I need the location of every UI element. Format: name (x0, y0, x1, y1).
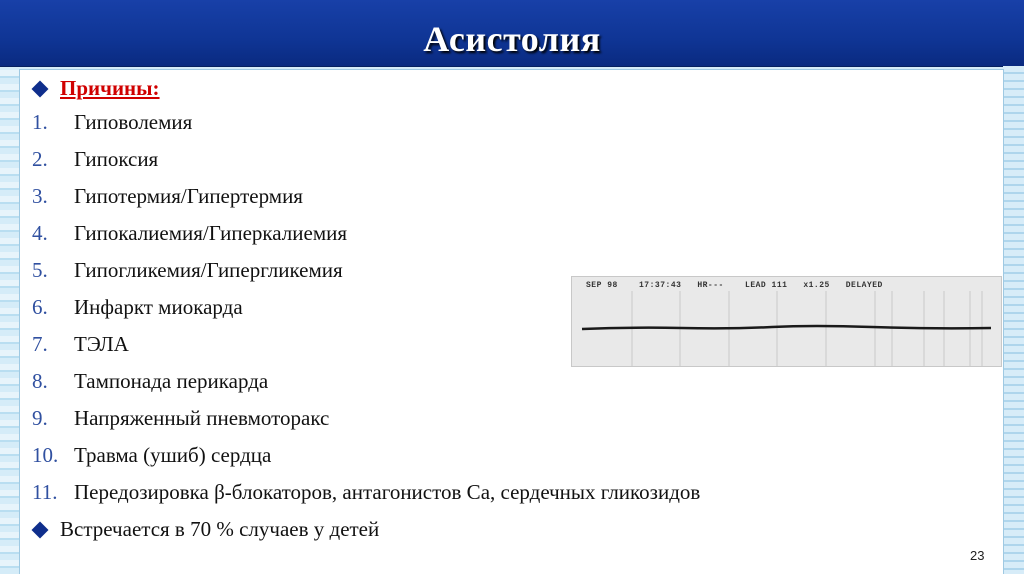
right-decor-bar (1003, 66, 1024, 574)
list-item: 1. Гиповолемия (32, 110, 193, 134)
list-item: 3. Гипотермия/Гипертермия (32, 184, 303, 208)
list-item: 4. Гипокалиемия/Гиперкалиемия (32, 221, 348, 245)
diamond-bullet-icon (32, 521, 49, 538)
title-bar (0, 0, 1024, 67)
list-item: 5. Гипогликемия/Гипергликемия (32, 258, 343, 282)
causes-bullet (32, 76, 160, 101)
ecg-trace-svg (572, 277, 1001, 366)
list-item: 10. Травма (ушиб) сердца (32, 443, 272, 467)
footer-bullet (32, 517, 379, 542)
page-number: 23 (970, 548, 985, 563)
list-item: 7. ТЭЛА (32, 332, 129, 356)
list-item: 11. Передозировка β-блокаторов, антагонистов Са, сердечных гликозидов (32, 480, 701, 504)
list-item: 6. Инфаркт миокарда (32, 295, 243, 319)
ecg-strip-image (571, 276, 1002, 367)
footer-bullet-text: Встречается в 70 % случаев у детей (60, 517, 380, 541)
slide-title: Асистолия (423, 19, 601, 59)
list-item: 2. Гипоксия (32, 147, 159, 171)
list-item: 8. Тампонада перикарда (32, 369, 269, 393)
diamond-bullet-icon (32, 80, 49, 97)
ecg-flatline (582, 326, 991, 329)
causes-heading: Причины: (60, 76, 160, 100)
list-item: 9. Напряженный пневмоторакс (32, 406, 330, 430)
ecg-header-text: SEP 98 17:37:43 HR--- LEAD 111 x1.25 DELAYED (586, 281, 883, 290)
